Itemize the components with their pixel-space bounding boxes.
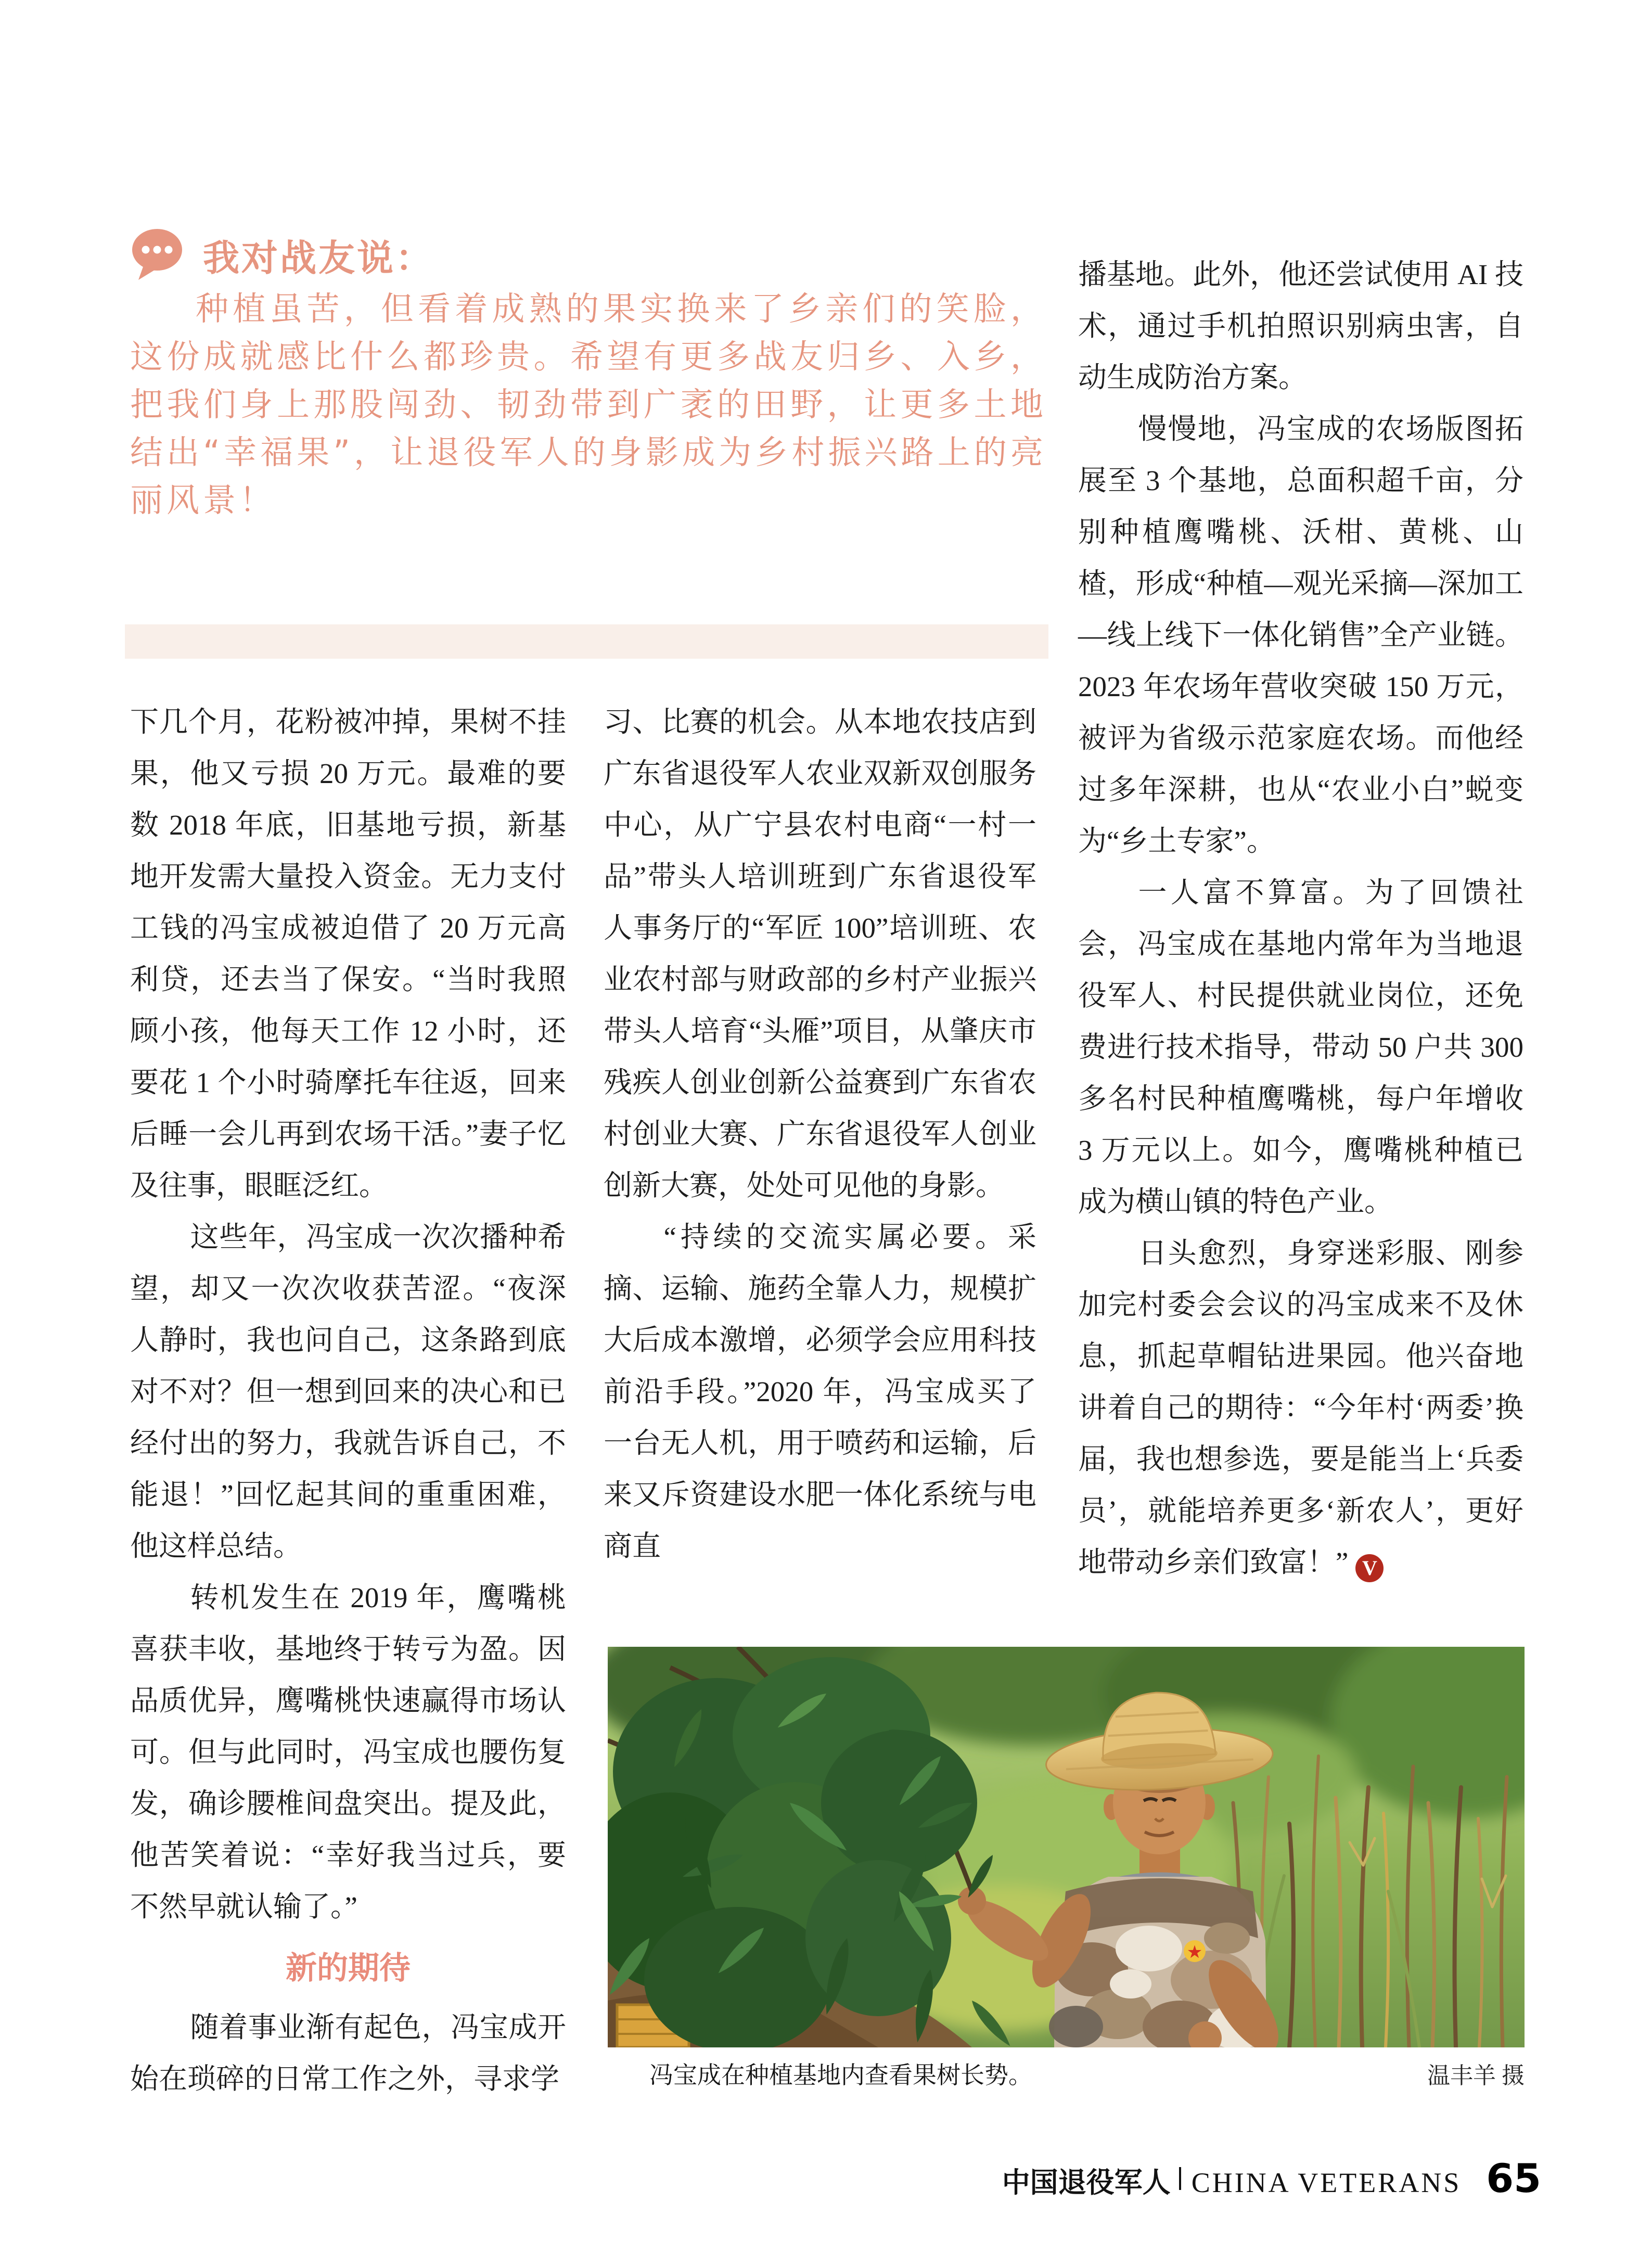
quote-title: 我对战友说： xyxy=(203,236,434,279)
article-photo xyxy=(608,1647,1525,2047)
body-paragraph-text: 日头愈烈，身穿迷彩服、刚参加完村委会会议的冯宝成来不及休息，抓起草帽钻进果园。他兴奋地讲着自己的期待：“今年村‘两委’换届，我也想参选，要是能当上‘兵委员’，就能培养更多‘新农人’，更好地带动乡亲们致富！” xyxy=(1078,1237,1523,1578)
body-paragraph: 随着事业渐有起色，冯宝成开始在琐碎的日常工作之外，寻求学 xyxy=(130,2012,566,2095)
body-column-2 xyxy=(604,696,1036,1581)
speech-bubble-icon xyxy=(130,228,188,282)
body-paragraph: 播基地。此外，他还尝试使用 AI 技术，通过手机拍照识别病虫害，自动生成防治方案。 xyxy=(1078,259,1523,393)
svg-text:★: ★ xyxy=(1186,1942,1203,1963)
magazine-name-cn: 中国退役军人 xyxy=(1002,2166,1171,2199)
body-paragraph: 这些年，冯宝成一次次播种希望，却又一次次收获苦涩。“夜深人静时，我也问自己，这条路到底对不对？但一想到回来的决心和已经付出的努力，我就告诉自己，不能退！”回忆起其间的重重困难，他这样总结。 xyxy=(130,1221,566,1562)
body-paragraph: 转机发生在 2019 年，鹰嘴桃喜获丰收，基地终于转亏为盈。因品质优异，鹰嘴桃快速赢得市场认可。但与此同时，冯宝成也腰伤复发，确诊腰椎间盘突出。提及此，他苦笑着说：“幸好我当过兵，要不然早就认输了。” xyxy=(130,1582,566,1923)
page-footer xyxy=(1002,2155,1541,2201)
page-number: 65 xyxy=(1486,2155,1541,2201)
photo-caption-row xyxy=(608,2056,1525,2091)
body-paragraph: “持续的交流实属必要。采摘、运输、施药全靠人力，规模扩大后成本激增，必须学会应用科技前沿手段。”2020 年，冯宝成买了一台无人机，用于喷药和运输，后来又斥资建设水肥一体化系统与电商直 xyxy=(604,1221,1036,1562)
body-paragraph: 下几个月，花粉被冲掉，果树不挂果，他又亏损 20 万元。最难的要数 2018 年底，旧基地亏损，新基地开发需大量投入资金。无力支付工钱的冯宝成被迫借了 20 万元高利贷，还去当了保安。“当时我照顾小孩，他每天工作 12 小时，还要花 1 个小时骑摩托车往返，回来后睡一会儿再到农场干活。”妻子忆及往事，眼眶泛红。 xyxy=(130,706,566,1201)
body-paragraph: 慢慢地，冯宝成的农场版图拓展至 3 个基地，总面积超千亩，分别种植鹰嘴桃、沃柑、黄桃、山楂，形成“种植—观光采摘—深加工—线上线下一体化销售”全产业链。2023 年农场年营收突破 150 万元，被评为省级示范家庭农场。而他经过多年深耕，也从“农业小白”蜕变为“乡土专家”。 xyxy=(1078,413,1523,857)
body-paragraph: 习、比赛的机会。从本地农技店到广东省退役军人农业双新双创服务中心，从广宁县农村电商“一村一品”带头人培训班到广东省退役军人事务厅的“军匠 100”培训班、农业农村部与财政部的乡村产业振兴带头人培育“头雁”项目，从肇庆市残疾人创业创新公益赛到广东省农村创业大赛、广东省退役军人创业创新大赛，处处可见他的身影。 xyxy=(604,706,1036,1201)
quote-accent-bar xyxy=(125,624,1048,659)
photo-caption: 冯宝成在种植基地内查看果树长势。 xyxy=(649,2062,1032,2089)
section-heading: 新的期待 xyxy=(286,1951,411,1985)
photo-illustration xyxy=(608,1647,1525,2047)
photo-credit: 温丰羊 摄 xyxy=(1427,2063,1525,2089)
quote-title-row xyxy=(130,228,434,282)
body-column-3 xyxy=(1078,249,1523,1580)
quote-body: 种植虽苦，但看着成熟的果实换来了乡亲们的笑脸，这份成就感比什么都珍贵。希望有更多战友归乡、入乡，把我们身上那股闯劲、韧劲带到广袤的田野，让更多土地结出“幸福果”，让退役军人的身影成为乡村振兴路上的亮丽风景！ xyxy=(130,290,1047,519)
body-paragraph: 一人富不算富。为了回馈社会，冯宝成在基地内常年为当地退役军人、村民提供就业岗位，还免费进行技术指导，带动 50 户共 300 多名村民种植鹰嘴桃，每户年增收 3 万元以上。如今，鹰嘴桃种植已成为横山镇的特色产业。 xyxy=(1078,877,1523,1218)
body-column-1 xyxy=(130,696,566,2132)
magazine-name-en: CHINA VETERANS xyxy=(1191,2167,1462,2198)
article-end-mark: V xyxy=(1355,1554,1384,1582)
footer-divider xyxy=(1179,2167,1181,2190)
body-paragraph xyxy=(1078,1227,1523,1588)
